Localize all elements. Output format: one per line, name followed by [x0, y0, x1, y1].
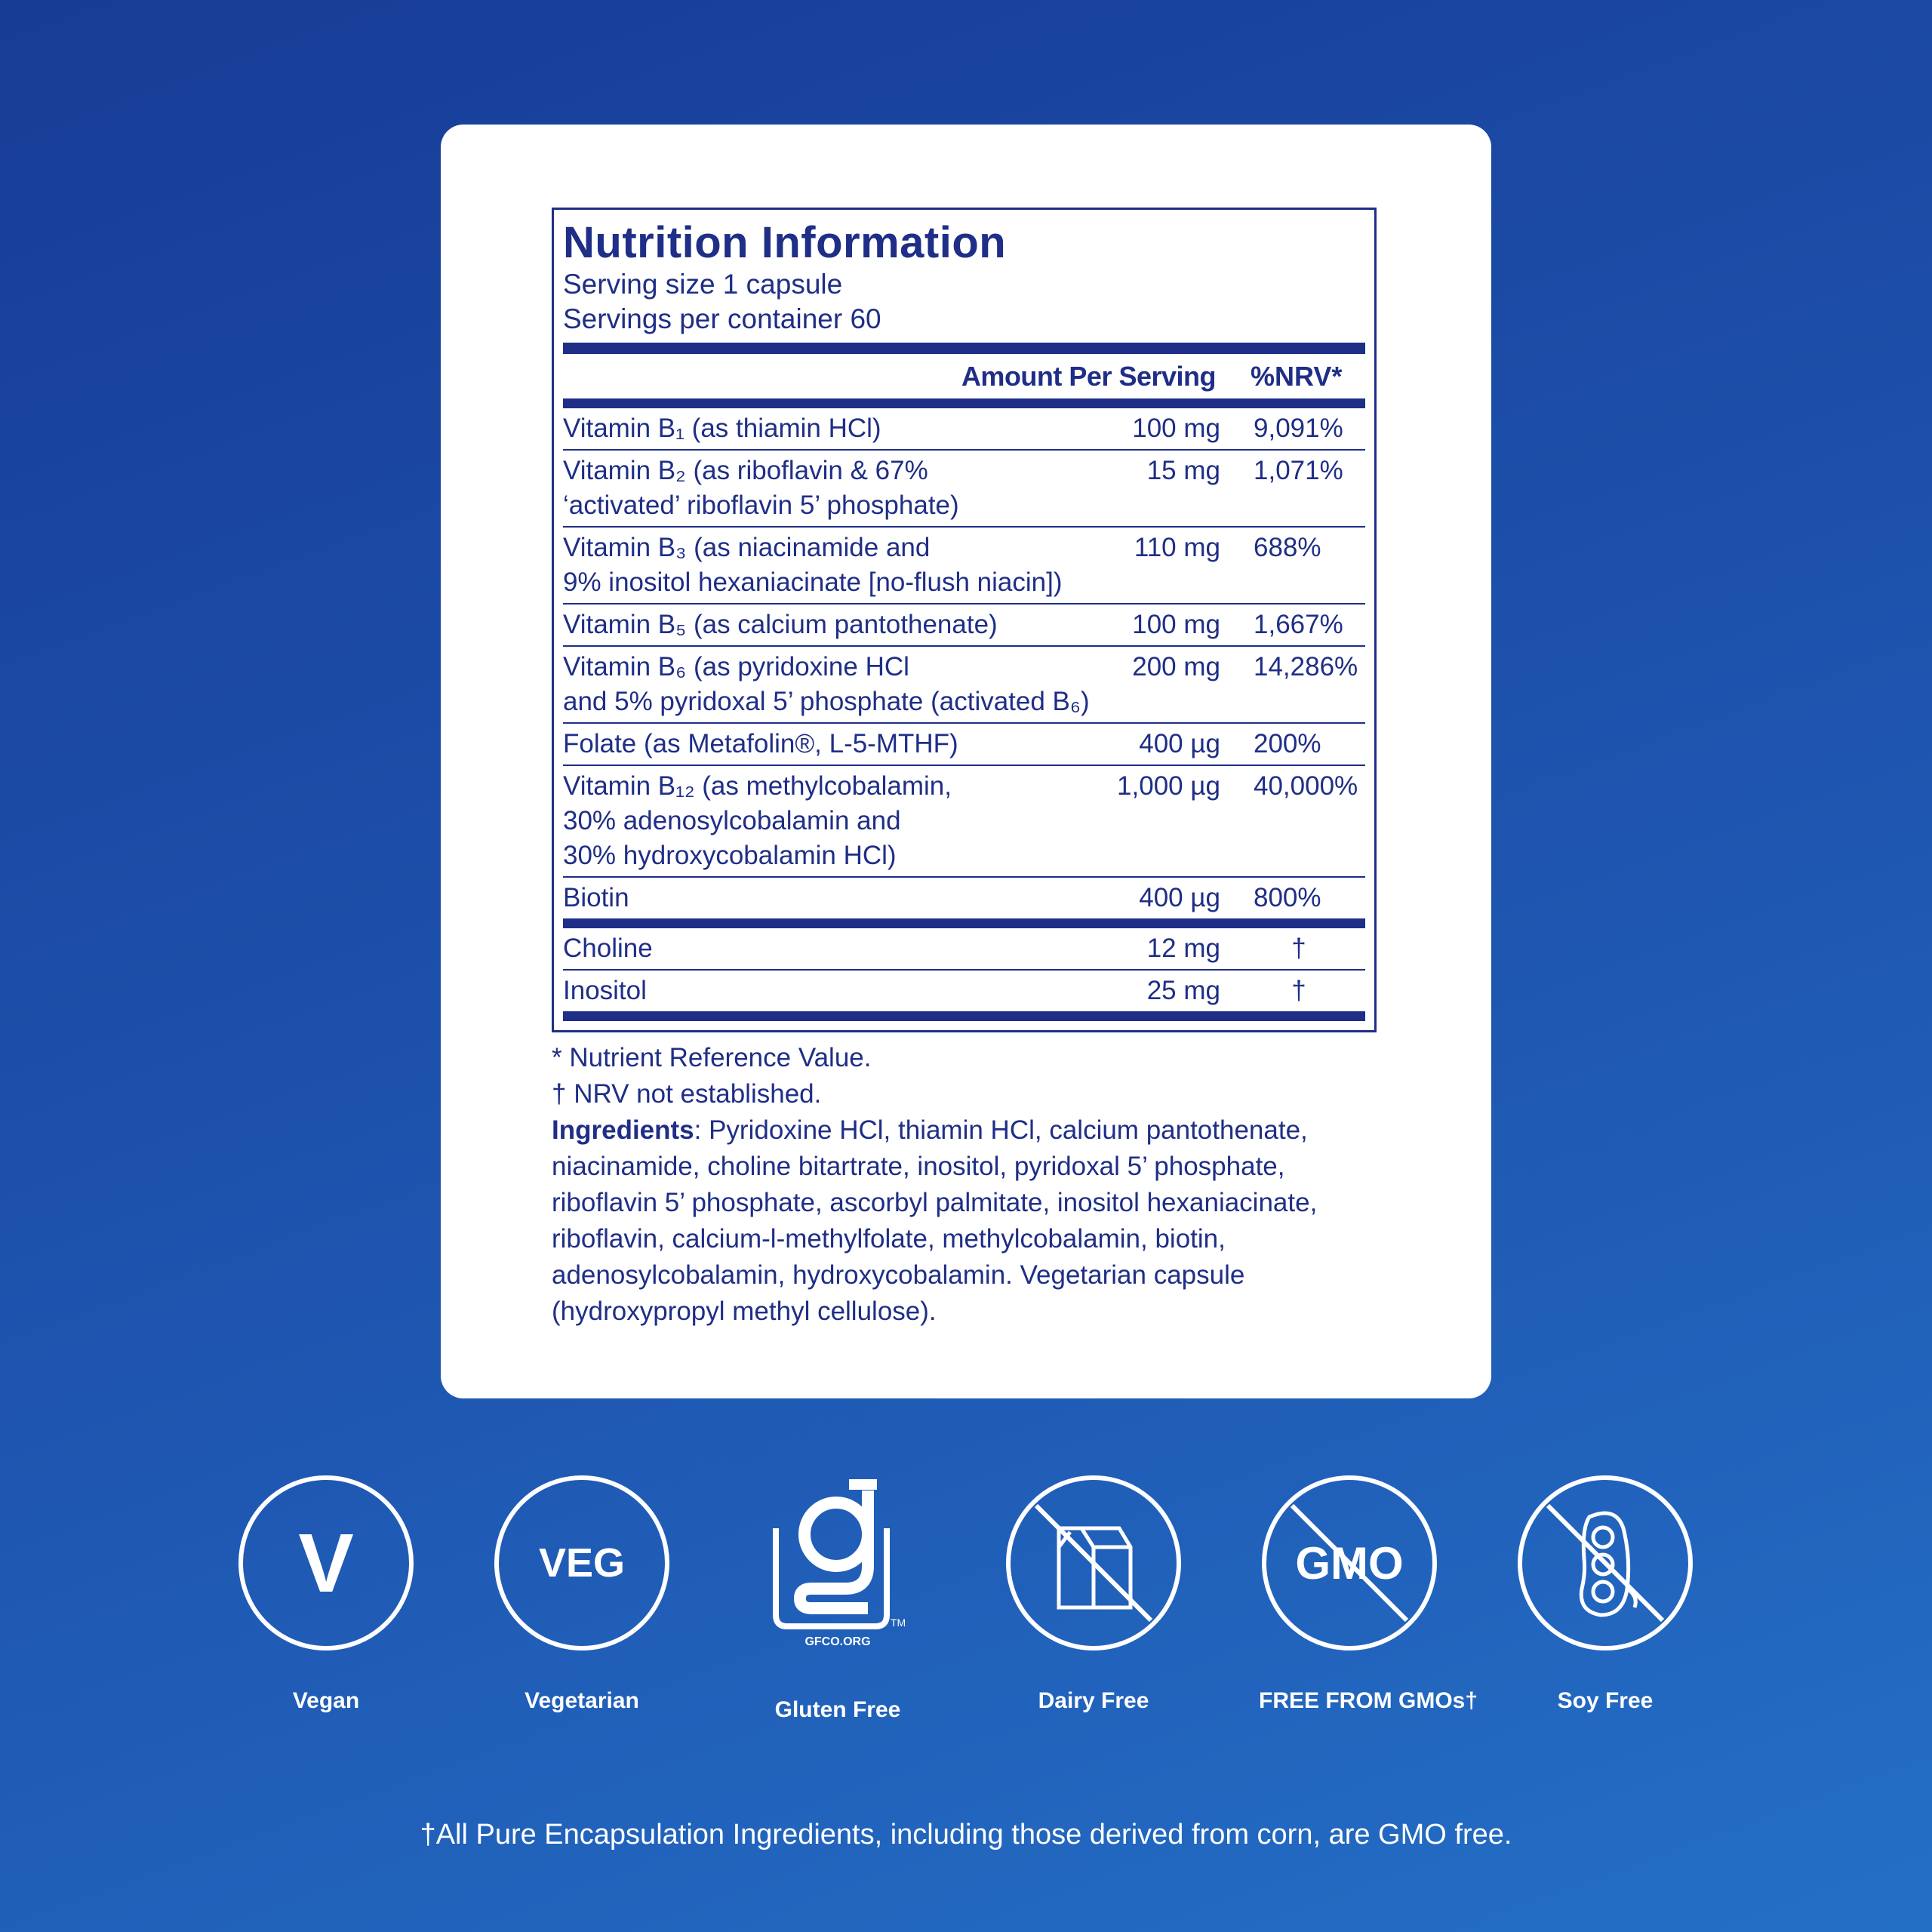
- nutrient-amount: 200 mg: [1132, 652, 1220, 681]
- gmo-symbol: GMO: [1295, 1537, 1404, 1589]
- gmo-disclaimer: †All Pure Encapsulation Ingredients, including those derived from corn, are GMO free.: [420, 1819, 1512, 1850]
- badge-vegan: [235, 1475, 417, 1714]
- vegan-symbol: V: [298, 1516, 354, 1610]
- nutrient-amount: 400 µg: [1139, 729, 1220, 758]
- footnotes: [552, 1040, 1389, 1330]
- nutrient-nrv: 1,667%: [1254, 610, 1343, 639]
- vegetarian-symbol: VEG: [538, 1540, 626, 1586]
- badge-gmo-free: [1259, 1475, 1478, 1714]
- nutrient-name: Inositol: [563, 976, 647, 1005]
- nutrient-amount: 110 mg: [1134, 533, 1220, 562]
- nutrient-name: Vitamin B₁ (as thiamin HCl): [563, 414, 881, 443]
- nutrient-amount: 1,000 µg: [1117, 771, 1220, 801]
- milk-carton-crossed-icon: [1006, 1475, 1181, 1651]
- table-row: [563, 408, 1365, 451]
- table-row: [563, 878, 1365, 918]
- nutrient-amount: 400 µg: [1139, 883, 1220, 912]
- soybean-crossed-icon: [1518, 1475, 1693, 1651]
- nutrient-name: Vitamin B₂ (as riboflavin & 67% ‘activated’ riboflavin 5’ phosphate): [563, 456, 959, 520]
- badges-row: [0, 1475, 1932, 1747]
- header-amount: Amount Per Serving: [961, 360, 1216, 392]
- badge-gluten-free: [747, 1475, 928, 1723]
- nutrient-name: Vitamin B₃ (as niacinamide and 9% inositol hexaniacinate [no-flush niacin]): [563, 533, 1063, 597]
- trademark: TM: [891, 1617, 906, 1629]
- gfco-logo-icon: [747, 1475, 928, 1651]
- nutrient-amount: 15 mg: [1146, 456, 1220, 485]
- badge-label: Soy Free: [1557, 1688, 1654, 1713]
- nutrient-nrv: 688%: [1254, 533, 1321, 562]
- nutrient-nrv: 9,091%: [1254, 414, 1343, 443]
- table-row: [563, 928, 1365, 971]
- badge-vegetarian: [491, 1475, 672, 1714]
- gmo-crossed-icon: [1262, 1475, 1437, 1651]
- divider-thick: [563, 918, 1365, 928]
- serving-size: Serving size 1 capsule: [563, 269, 843, 300]
- nutrition-facts-panel: [552, 208, 1377, 1032]
- nutrient-nrv: 1,071%: [1254, 456, 1343, 485]
- dagger-footnote: † NRV not established.: [552, 1079, 822, 1109]
- nutrient-nrv: †: [1291, 934, 1306, 963]
- table-row: [563, 451, 1365, 528]
- table-row: [563, 766, 1365, 878]
- divider-thick: [563, 343, 1365, 354]
- ingredients-text: : Pyridoxine HCl, thiamin HCl, calcium pantothenate, niacinamide, choline bitartrate, inositol, pyridoxal 5’ phosphate, riboflavin 5’ phosphate, ascorbyl palmitate, inositol hexaniacinate, riboflavin, calcium-l-methylfolate, methylcobalamin, biotin, adenosylcobalamin, hydroxycobalamin. Vegetarian capsule (hydroxypropyl methyl cellulose).: [552, 1115, 1318, 1326]
- nutrient-amount: 12 mg: [1146, 934, 1220, 963]
- nutrient-nrv: †: [1291, 976, 1306, 1005]
- table-row: [563, 528, 1365, 605]
- table-header: [563, 354, 1365, 398]
- badge-dairy-free: [1003, 1475, 1184, 1714]
- ingredients: [552, 1112, 1389, 1330]
- badge-soy-free: [1515, 1475, 1696, 1714]
- badge-label: Dairy Free: [1038, 1688, 1149, 1713]
- nutrient-nrv: 40,000%: [1254, 771, 1358, 801]
- header-nrv: %NRV*: [1251, 360, 1343, 392]
- nutrient-name: Vitamin B₅ (as calcium pantothenate): [563, 610, 998, 639]
- table-row: [563, 605, 1365, 647]
- nutrient-nrv: 800%: [1254, 883, 1321, 912]
- gfco-text: GFCO.ORG: [804, 1635, 871, 1648]
- badge-label: FREE FROM GMOs†: [1259, 1688, 1478, 1713]
- divider-thick: [563, 398, 1365, 408]
- panel-title: Nutrition Information: [563, 218, 1007, 267]
- nrv-footnote: * Nutrient Reference Value.: [552, 1043, 872, 1072]
- nutrient-amount: 25 mg: [1146, 976, 1220, 1005]
- badge-label: Vegetarian: [525, 1688, 639, 1713]
- vegan-icon: [238, 1475, 414, 1651]
- nutrient-name: Vitamin B₁₂ (as methylcobalamin, 30% adenosylcobalamin and 30% hydroxycobalamin HCl): [563, 771, 952, 870]
- nutrient-nrv: 14,286%: [1254, 652, 1358, 681]
- nutrient-nrv: 200%: [1254, 729, 1321, 758]
- nutrient-name: Vitamin B₆ (as pyridoxine HCl and 5% pyridoxal 5’ phosphate (activated B₆): [563, 652, 1090, 716]
- divider-thick: [563, 1011, 1365, 1021]
- table-row: [563, 724, 1365, 766]
- table-row: [563, 971, 1365, 1011]
- nutrition-card: [441, 125, 1491, 1398]
- ingredients-label: Ingredients: [552, 1115, 694, 1145]
- table-row: [563, 647, 1365, 724]
- nutrient-name: Biotin: [563, 883, 629, 912]
- nutrient-name: Choline: [563, 934, 653, 963]
- nutrient-name: Folate (as Metafolin®, L-5-MTHF): [563, 729, 958, 758]
- badge-label: Vegan: [292, 1688, 360, 1713]
- vegetarian-icon: [494, 1475, 669, 1651]
- nutrient-amount: 100 mg: [1132, 414, 1220, 443]
- badge-label: Gluten Free: [774, 1697, 901, 1722]
- servings-per-container: Servings per container 60: [563, 303, 881, 334]
- nutrient-amount: 100 mg: [1132, 610, 1220, 639]
